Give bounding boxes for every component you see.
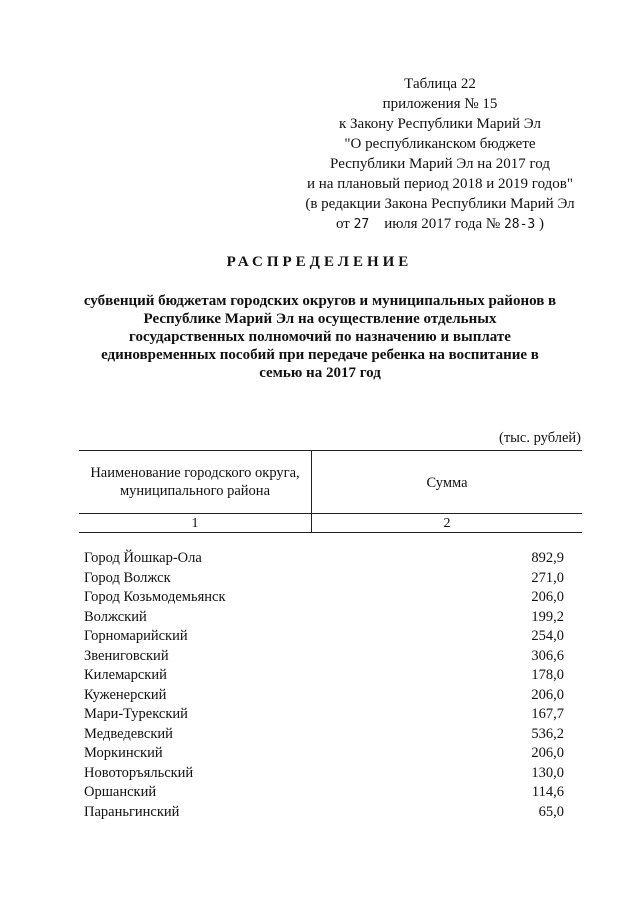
row-name: Горномарийский (84, 628, 188, 644)
row-value: 206,0 (531, 589, 564, 605)
row-name: Город Козьмодемьянск (84, 589, 226, 605)
row-name: Город Йошкар-Ола (84, 550, 202, 566)
row-name: Оршанский (84, 784, 157, 800)
table-row (84, 569, 564, 589)
row-name: Мари-Турекский (84, 706, 188, 722)
row-name: Волжский (84, 608, 147, 625)
row-name: Звениговский (84, 647, 169, 664)
table-top-border (79, 450, 582, 451)
table-header (79, 450, 582, 533)
header-line: Республики Марий Эл на 2017 год (330, 156, 550, 172)
header-date-line (290, 214, 590, 235)
column-header-sum: Сумма (426, 475, 468, 491)
row-name: Новоторъяльский (84, 764, 194, 781)
table-row (84, 666, 564, 686)
table-row (84, 588, 564, 608)
table-row (84, 627, 564, 647)
subtitle-line: Республике Марий Эл на осуществление отдельных (143, 311, 497, 327)
column-header-name-line1: Наименование городского округа, (90, 465, 300, 481)
subtitle-line: субвенций бюджетам городских округов и муниципальных районов в (83, 293, 557, 309)
row-value: 178,0 (531, 667, 564, 683)
column-number-1: 1 (191, 516, 199, 531)
units-label: (тыс. рублей) (499, 430, 581, 446)
row-value: 114,6 (531, 784, 564, 800)
table-row (84, 686, 564, 706)
column-number-2: 2 (443, 516, 451, 531)
header-line: "О республиканском бюджете (344, 136, 536, 152)
table-row (84, 647, 564, 667)
date-day: 27 (353, 217, 370, 232)
row-name: Килемарский (84, 667, 167, 683)
header-line: и на плановый период 2018 и 2019 годов" (307, 176, 573, 192)
row-value: 65,0 (538, 803, 564, 820)
row-value: 206,0 (531, 686, 564, 703)
column-header-name (79, 464, 311, 500)
table-row (84, 744, 564, 764)
row-value: 306,6 (531, 647, 564, 664)
row-value: 271,0 (531, 569, 564, 586)
row-value: 206,0 (531, 745, 564, 761)
row-name: Куженерский (84, 686, 167, 703)
column-header-name-line2: муниципального района (120, 483, 270, 499)
subtitle-line: семью на 2017 год (259, 365, 381, 381)
appendix-header (290, 74, 590, 235)
table-body (84, 549, 564, 822)
table-row (84, 608, 564, 628)
table-row (84, 764, 564, 784)
document-subtitle (70, 292, 570, 382)
header-line: приложения № 15 (382, 96, 498, 112)
document-title: РАСПРЕДЕЛЕНИЕ (226, 254, 413, 270)
row-name: Медведевский (84, 725, 173, 742)
row-value: 130,0 (531, 764, 564, 781)
table-header-divider (79, 513, 582, 514)
subtitle-line: единовременных пособий при передаче ребенка на воспитание в (101, 347, 539, 363)
table-number-divider (79, 532, 582, 533)
row-value: 254,0 (531, 628, 564, 644)
date-suffix: ) (539, 216, 545, 232)
date-month-year: июля 2017 года № (384, 216, 501, 232)
row-value: 199,2 (531, 608, 564, 625)
table-row (84, 549, 564, 569)
date-prefix: от (335, 216, 350, 232)
row-value: 892,9 (531, 550, 564, 566)
row-name: Моркинский (84, 745, 163, 761)
row-name: Город Волжск (84, 569, 171, 586)
table-row (84, 725, 564, 745)
subtitle-line: государственных полномочий по назначению и выплате (129, 329, 511, 345)
header-line: (в редакции Закона Республики Марий Эл (305, 196, 575, 212)
header-line: к Закону Республики Марий Эл (338, 116, 541, 132)
law-number: 28-З (503, 217, 536, 232)
row-name: Параньгинский (84, 803, 180, 820)
table-row (84, 783, 564, 803)
row-value: 167,7 (531, 706, 564, 722)
header-line: Таблица 22 (404, 76, 476, 92)
table-row (84, 803, 564, 823)
table-row (84, 705, 564, 725)
row-value: 536,2 (531, 725, 564, 742)
